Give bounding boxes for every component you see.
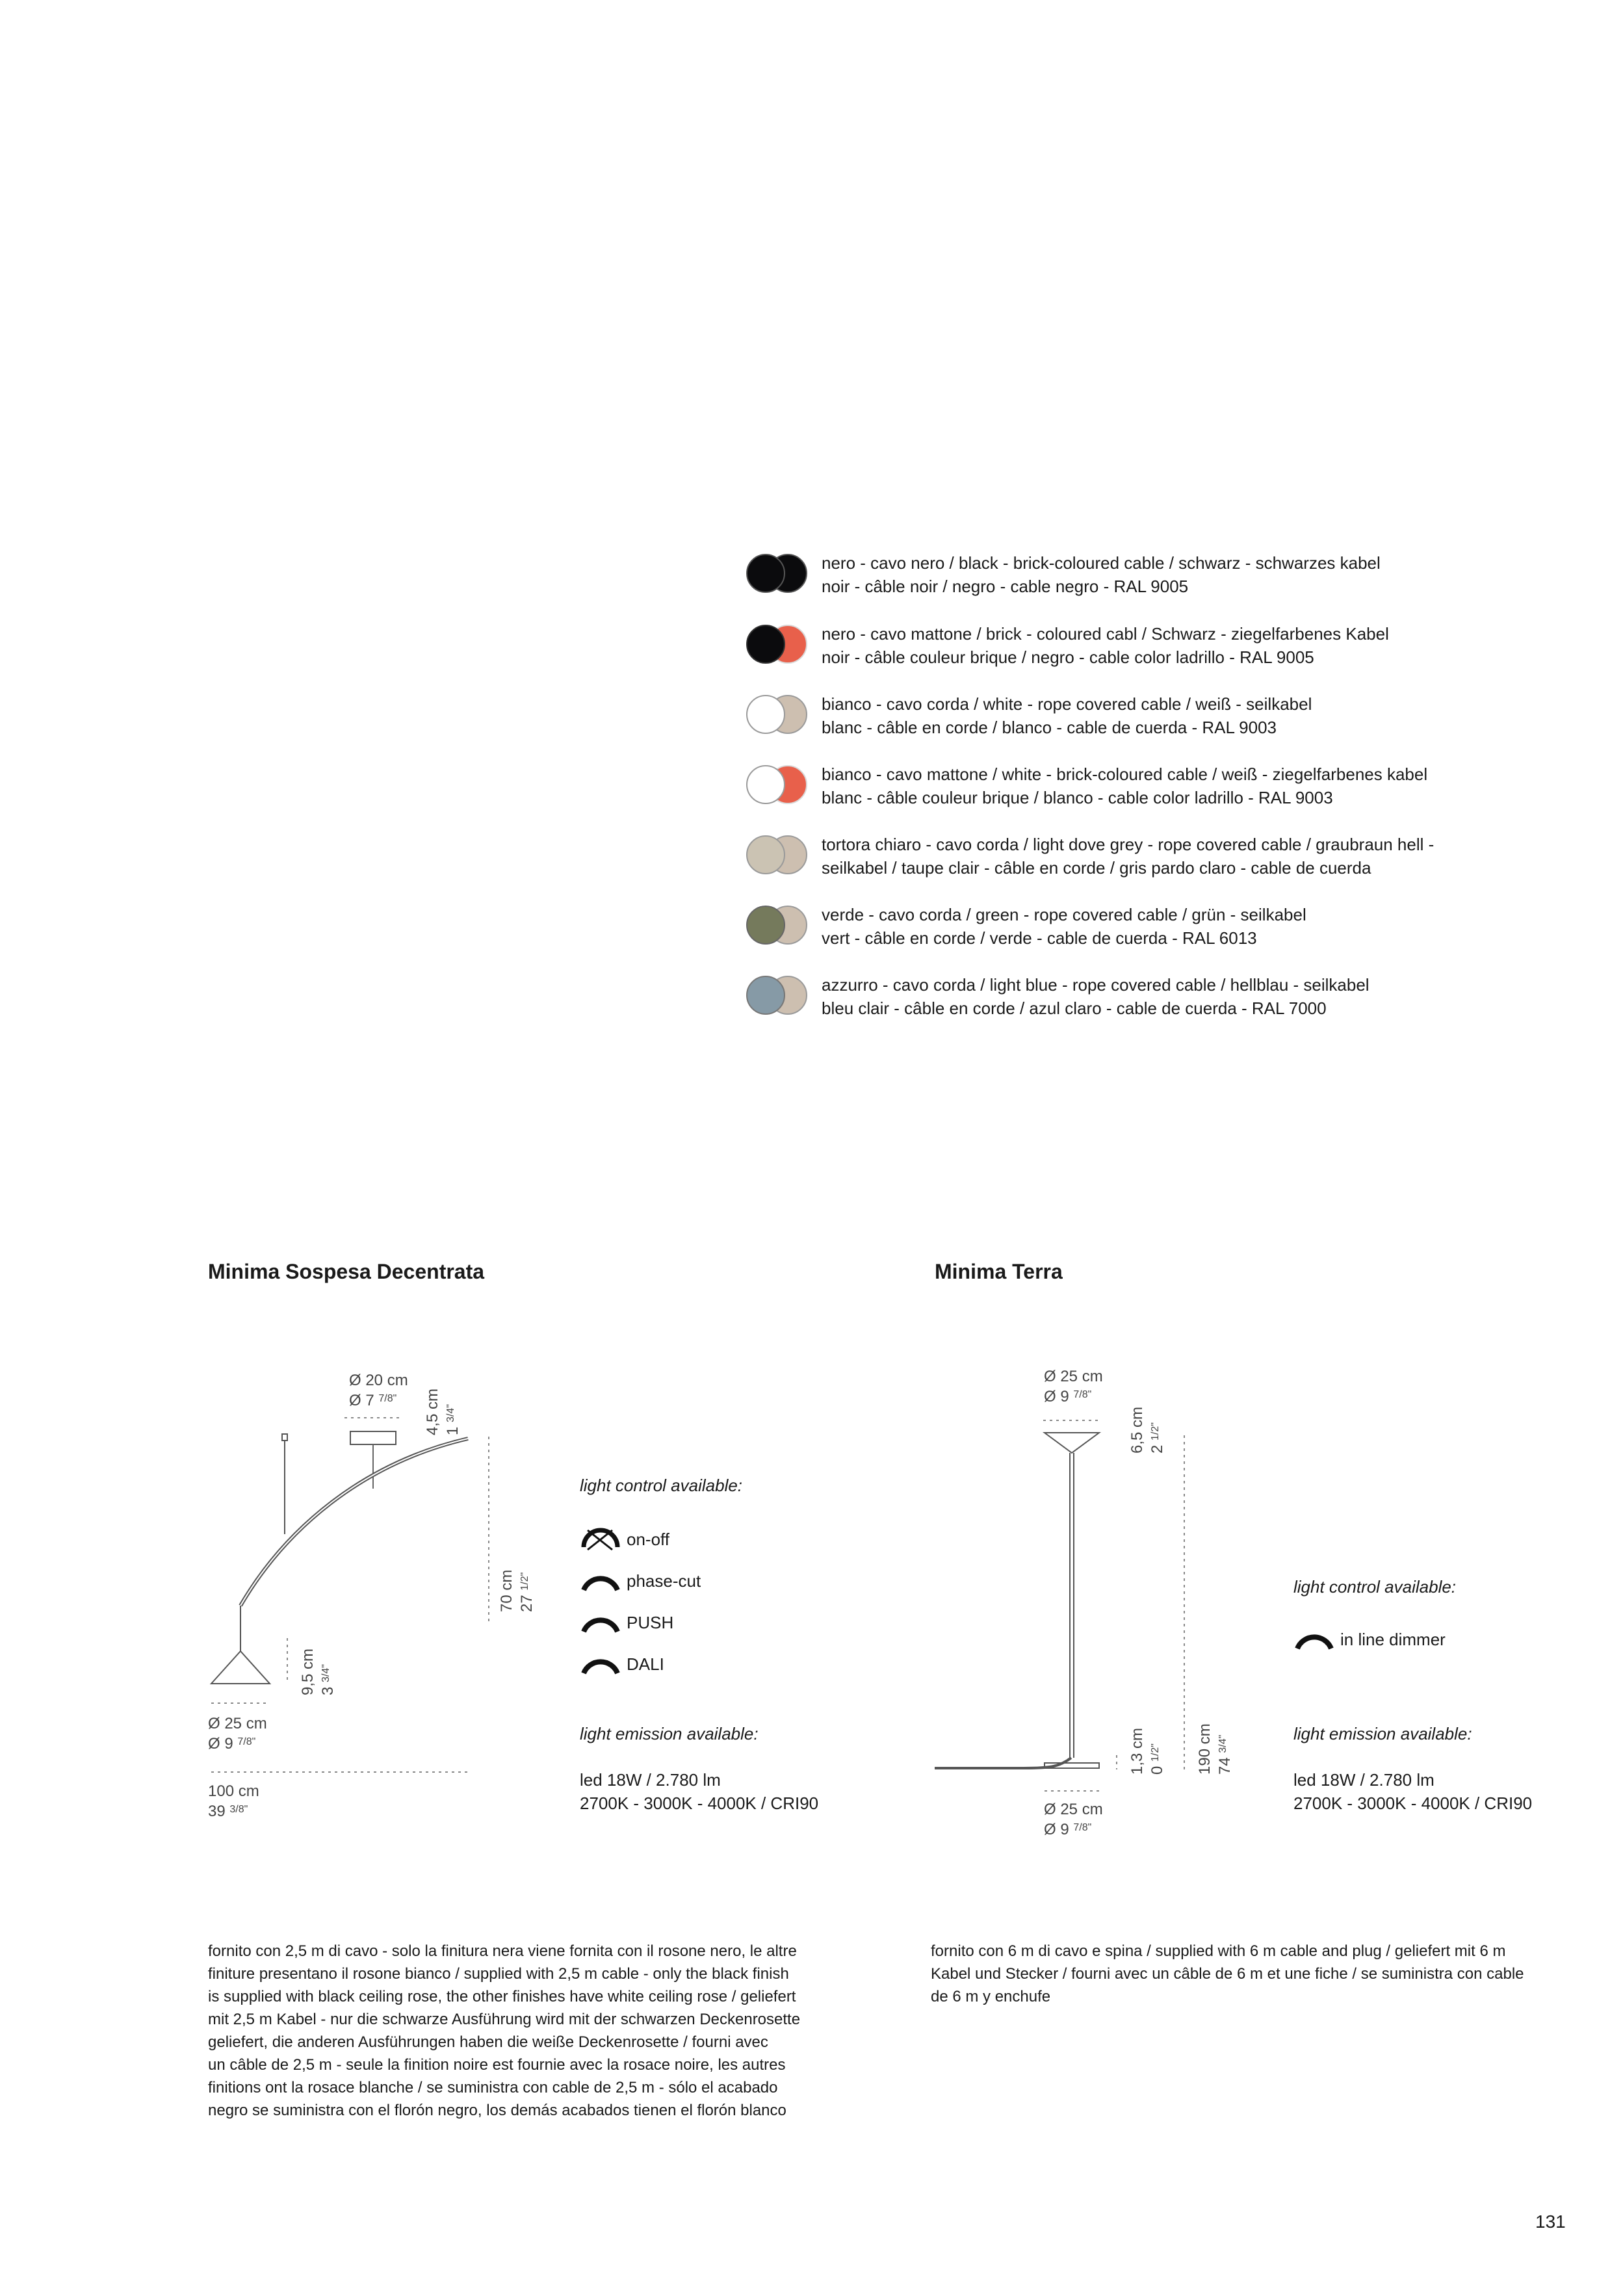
finish-description: nero - cavo nero / black - brick-coloured cable / schwarz - schwarzes kabel noir - câble noir / negro - cable negro - RAL 9005 (822, 553, 1381, 596)
finish-description: nero - cavo mattone / brick - coloured cabl / Schwarz - ziegelfarbenes Kabel noir - câble couleur brique / negro - cable color ladrillo - RAL 9005 (822, 624, 1389, 667)
dimmer-icon (1293, 1626, 1335, 1652)
light-control-label: light control available: (580, 1476, 743, 1495)
dim-base-diameter: Ø 25 cm Ø 9 $^{7/8"}$ (1044, 1801, 1103, 1838)
product-title: Minima Sospesa Decentrata (208, 1260, 485, 1283)
dim-top-diameter: Ø 25 cm Ø 9 $^{7/8"}$ (1044, 1368, 1103, 1405)
light-emission-label: light emission available: (1293, 1724, 1472, 1743)
left-description: fornito con 2,5 m di cavo - solo la finitura nera viene fornita con il rosone nero, le altre finiture presentano il rosone bianco / supplied with 2,5 m cable - only the black finish is supplied with black ceiling rose, the other finishes have white ceiling rose / geliefert mit 2,5 m Kabel - nur die schwarze Ausführung wird mit der schwarzen Deckenrosette geliefert, die anderen Ausführungen haben die weiße Deckenrosette / fourni avec un câble de 2,5 m - seule la finition noire est fournie avec la rosace noire, les autres finitions ont la rosace blanche / se suministra con cable de 2,5 m - sólo el acabado negro se suministra con el florón negro, los demás acabados tienen el florón blanco (208, 1942, 801, 2119)
page-number: 131 (1535, 2211, 1566, 2232)
dim-rose-diameter: Ø 20 cm Ø 7 $^{7/8"}$ (349, 1372, 408, 1409)
dim-shade-height: 9,5 cm 3 $^{3/4"}$ (299, 1648, 337, 1695)
dim-base-height: 1,3 cm 0 $^{1/2"}$ (1128, 1727, 1166, 1775)
dim-top-height: 6,5 cm 2 $^{1/2"}$ (1128, 1406, 1166, 1454)
dim-shade-diameter: Ø 25 cm Ø 9 $^{7/8"}$ (208, 1715, 267, 1753)
dim-length: 100 cm 39 $^{3/8"}$ (208, 1782, 259, 1820)
product-title: Minima Terra (935, 1260, 1063, 1283)
finish-description: bianco - cavo mattone / white - brick-coloured cable / weiß - ziegelfarbenes kabel blanc - câble couleur brique / blanco - cable color ladrillo - RAL 9003 (822, 764, 1428, 807)
right-description: fornito con 6 m di cavo e spina / supplied with 6 m cable and plug / geliefert mit 6 m Kabel und Stecker / fourni avec un câble de 6 m et une fiche / se suministra con cable de 6 m y enchufe (931, 1942, 1524, 2005)
dim-height: 70 cm 27 $^{1/2"}$ (498, 1569, 536, 1612)
finish-description: bianco - cavo corda / white - rope covered cable / weiß - seilkabel blanc - câble en corde / blanco - cable de cuerda - RAL 9003 (822, 694, 1312, 737)
finish-description: verde - cavo corda / green - rope covered cable / grün - seilkabel vert - câble en corde / verde - cable de cuerda - RAL 6013 (822, 905, 1306, 948)
emission-spec: led 18W / 2.780 lm 2700K - 3000K - 4000K / CRI90 (1293, 1770, 1533, 1813)
light-emission-label: light emission available: (580, 1724, 759, 1743)
light-control-label: light control available: (1293, 1577, 1457, 1597)
dim-rose-height: 4,5 cm 1 $^{3/4"}$ (424, 1388, 461, 1435)
finish-description: tortora chiaro - cavo corda / light dove grey - rope covered cable / graubraun hell - seilkabel / taupe clair - câble en corde / gris pardo claro - cable de cuerda (822, 835, 1435, 878)
emission-spec: led 18W / 2.780 lm 2700K - 3000K - 4000K / CRI90 (580, 1770, 819, 1813)
dim-height: 190 cm 74 $^{3/4"}$ (1196, 1723, 1234, 1775)
finish-description: azzurro - cavo corda / light blue - rope covered cable / hellblau - seilkabel bleu clair - câble en corde / azul claro - cable de cuerda - RAL 7000 (822, 975, 1370, 1018)
top-shade (1045, 1433, 1099, 1453)
